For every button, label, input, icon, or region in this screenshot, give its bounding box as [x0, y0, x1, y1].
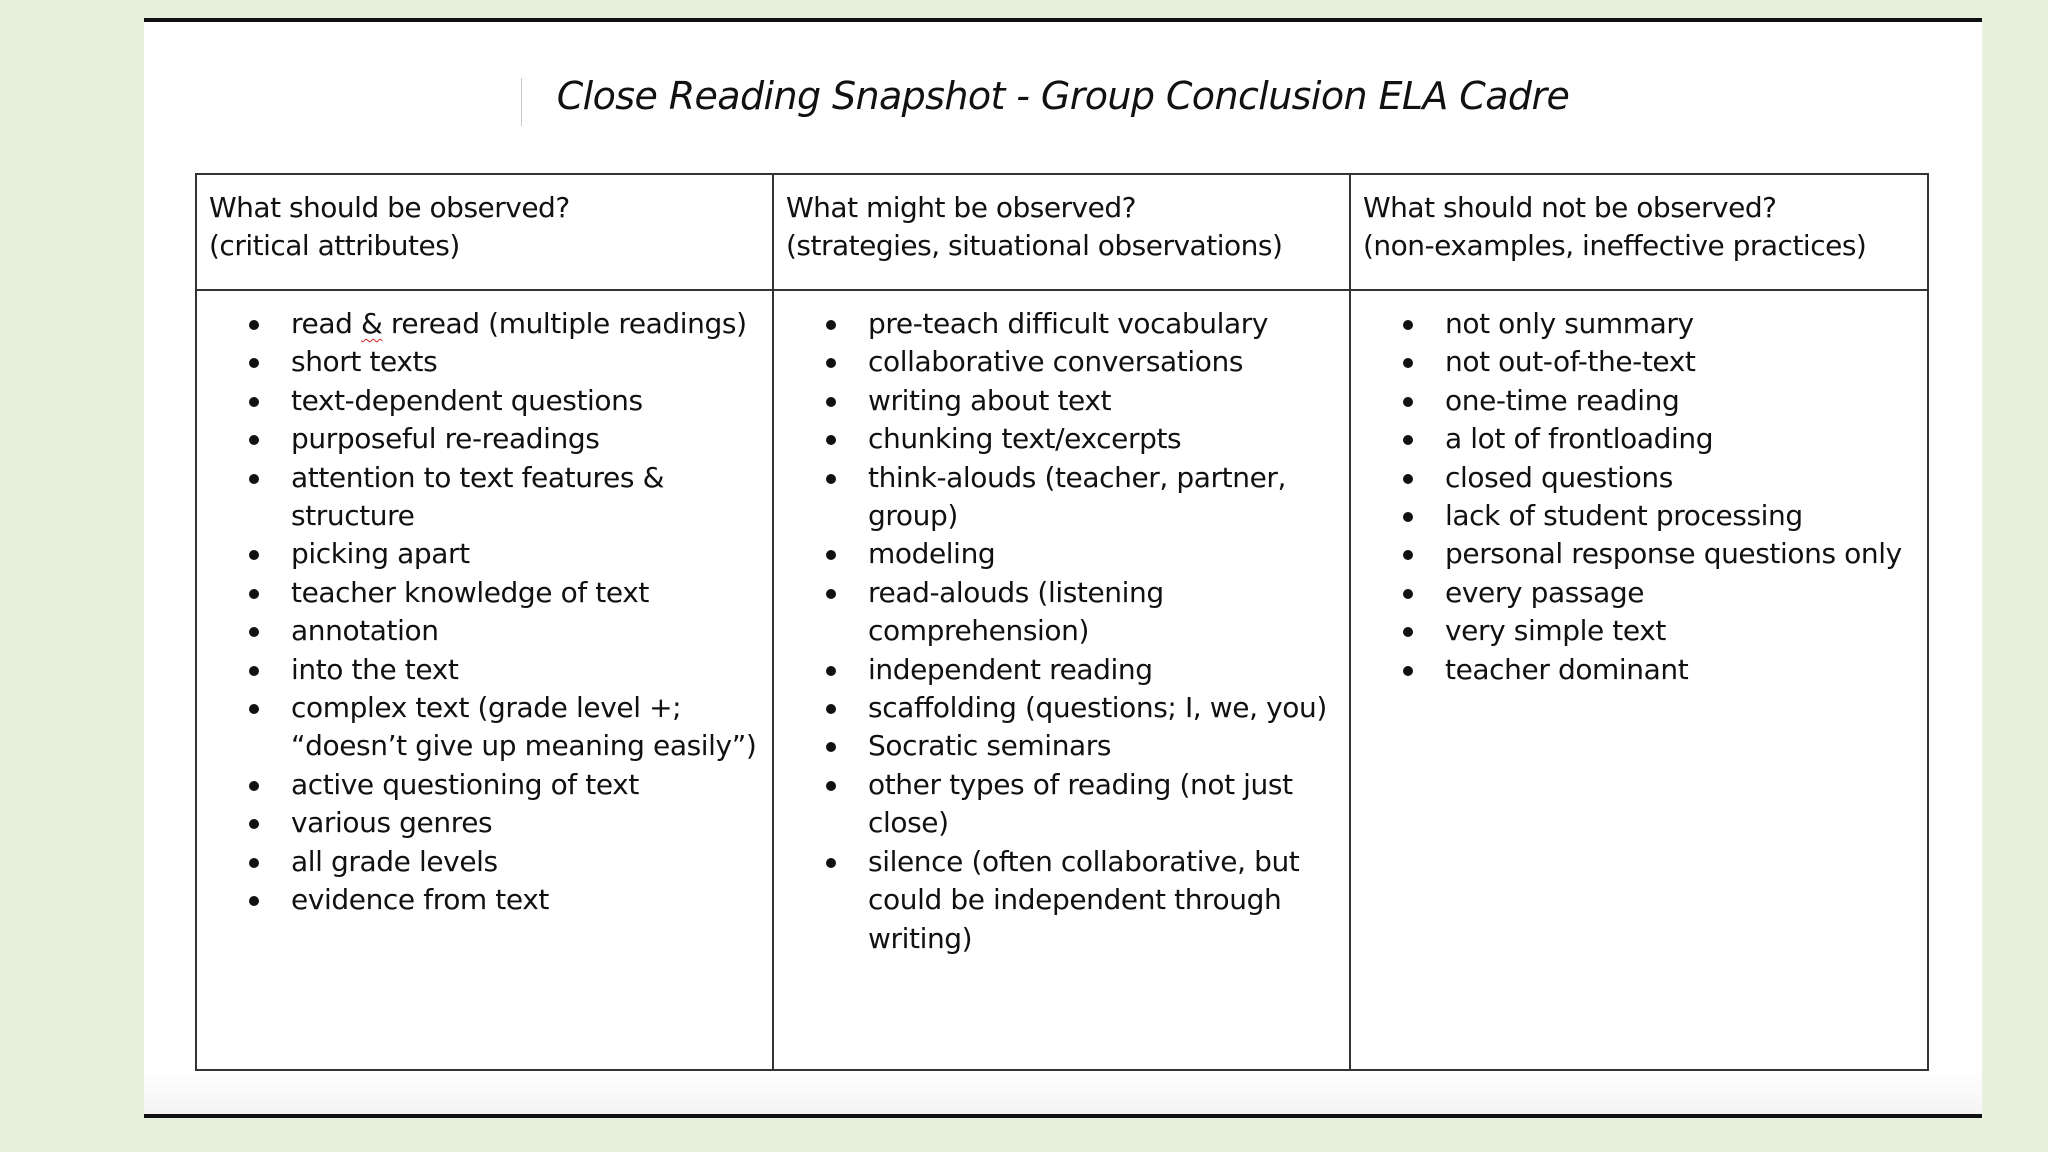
list-item: picking apart: [249, 535, 762, 573]
cell-non-examples: [1350, 290, 1928, 1070]
list-item: active questioning of text: [249, 766, 762, 804]
list-item: not out-of-the-text: [1403, 343, 1917, 381]
list-item: teacher knowledge of text: [249, 574, 762, 612]
list-item: read-alouds (listening comprehension): [826, 574, 1339, 651]
slide-footer-shade: [144, 1068, 1982, 1114]
header-question: What might be observed?: [786, 191, 1136, 224]
list-item: collaborative conversations: [826, 343, 1339, 381]
header-question: What should not be observed?: [1363, 191, 1777, 224]
list-item: every passage: [1403, 574, 1917, 612]
list-item: closed questions: [1403, 459, 1917, 497]
header-subtitle: (non-examples, ineffective practices): [1363, 229, 1867, 262]
list-item: personal response questions only: [1403, 535, 1917, 573]
list-item: all grade levels: [249, 843, 762, 881]
list-item: read & reread (multiple readings): [249, 305, 762, 343]
list-item: Socratic seminars: [826, 727, 1339, 765]
list-item: other types of reading (not just close): [826, 766, 1339, 843]
strategies-list: [826, 305, 1339, 958]
list-item: pre-teach difficult vocabulary: [826, 305, 1339, 343]
slide-title: Close Reading Snapshot - Group Conclusion ELA Cadre: [556, 74, 1570, 118]
cell-strategies: [773, 290, 1350, 1070]
cell-critical-attributes: [196, 290, 773, 1070]
list-item: very simple text: [1403, 612, 1917, 650]
list-item: various genres: [249, 804, 762, 842]
observation-table: [195, 173, 1929, 1071]
list-item: short texts: [249, 343, 762, 381]
list-item: complex text (grade level +; “doesn’t give up meaning easily”): [249, 689, 762, 766]
list-item: scaffolding (questions; I, we, you): [826, 689, 1339, 727]
list-item: independent reading: [826, 651, 1339, 689]
slide: [144, 18, 1982, 1118]
list-item: into the text: [249, 651, 762, 689]
list-item: silence (often collaborative, but could be independent through writing): [826, 843, 1339, 958]
header-strategies: [773, 174, 1350, 290]
header-subtitle: (strategies, situational observations): [786, 229, 1283, 262]
list-item: evidence from text: [249, 881, 762, 919]
list-item: text-dependent questions: [249, 382, 762, 420]
list-item: purposeful re-readings: [249, 420, 762, 458]
list-item: modeling: [826, 535, 1339, 573]
list-item: chunking text/excerpts: [826, 420, 1339, 458]
header-question: What should be observed?: [209, 191, 570, 224]
list-item: lack of student processing: [1403, 497, 1917, 535]
list-item: annotation: [249, 612, 762, 650]
table-body-row: [196, 290, 1928, 1070]
header-subtitle: (critical attributes): [209, 229, 460, 262]
list-item: a lot of frontloading: [1403, 420, 1917, 458]
list-item: writing about text: [826, 382, 1339, 420]
list-item: attention to text features & structure: [249, 459, 762, 536]
critical-attributes-list: [249, 305, 762, 920]
header-critical-attributes: [196, 174, 773, 290]
list-item: one-time reading: [1403, 382, 1917, 420]
list-item: not only summary: [1403, 305, 1917, 343]
header-non-examples: [1350, 174, 1928, 290]
list-item: think-alouds (teacher, partner, group): [826, 459, 1339, 536]
list-item: teacher dominant: [1403, 651, 1917, 689]
non-examples-list: [1403, 305, 1917, 689]
table-header-row: [196, 174, 1928, 290]
